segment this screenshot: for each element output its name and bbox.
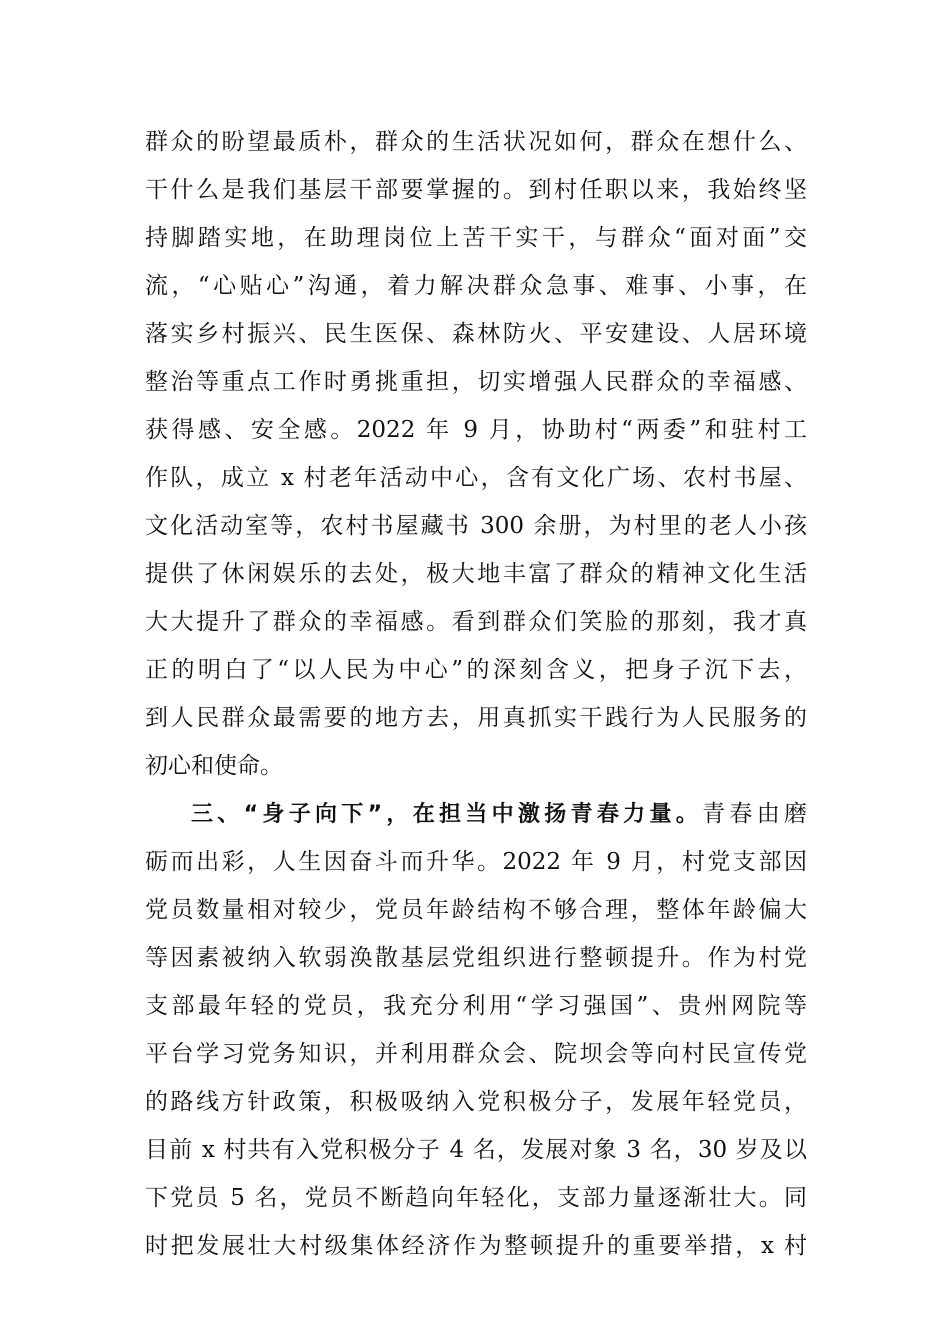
section-line: 时把发展壮大村级集体经济作为整顿提升的重要举措，x 村 xyxy=(145,1233,807,1259)
section-heading: 三、“身子向下”，在担当中激扬青春力量。 xyxy=(191,802,703,827)
paragraph-line: 整治等重点工作时勇挑重担，切实增强人民群众的幸福感、 xyxy=(145,369,807,395)
paragraph-line: 大大提升了群众的幸福感。看到群众们笑脸的那刻，我才真 xyxy=(145,609,807,635)
paragraph-line: 获得感、安全感。2022 年 9 月，协助村“两委”和驻村工 xyxy=(145,417,807,443)
section-line: 下党员 5 名，党员不断趋向年轻化，支部力量逐渐壮大。同 xyxy=(145,1185,807,1211)
section-first-line-text: 青春由磨 xyxy=(702,801,808,827)
section-line: 砺而出彩，人生因奋斗而升华。2022 年 9 月，村党支部因 xyxy=(145,849,807,875)
paragraph-line: 作队，成立 x 村老年活动中心，含有文化广场、农村书屋、 xyxy=(145,465,807,491)
paragraph-line: 群众的盼望最质朴，群众的生活状况如何，群众在想什么、 xyxy=(145,129,807,155)
paragraph-line: 初心和使命。 xyxy=(145,753,283,779)
section-line: 目前 x 村共有入党积极分子 4 名，发展对象 3 名，30 岁及以 xyxy=(145,1137,807,1163)
paragraph-line: 文化活动室等，农村书屋藏书 300 余册，为村里的老人小孩 xyxy=(145,513,807,539)
section-line: 的路线方针政策，积极吸纳入党积极分子，发展年轻党员， xyxy=(145,1089,807,1115)
section-line: 等因素被纳入软弱涣散基层党组织进行整顿提升。作为村党 xyxy=(145,945,807,971)
section-first-line xyxy=(145,790,807,838)
section-line: 平台学习党务知识，并利用群众会、院坝会等向村民宣传党 xyxy=(145,1041,807,1067)
paragraph-line: 持脚踏实地，在助理岗位上苦干实干，与群众“面对面”交 xyxy=(145,225,807,251)
paragraph-line: 流，“心贴心”沟通，着力解决群众急事、难事、小事，在 xyxy=(145,273,807,299)
paragraph-line: 干什么是我们基层干部要掌握的。到村任职以来，我始终坚 xyxy=(145,177,807,203)
document-body xyxy=(145,118,807,1270)
section-line: 党员数量相对较少，党员年龄结构不够合理，整体年龄偏大 xyxy=(145,897,807,923)
paragraph-line: 落实乡村振兴、民生医保、森林防火、平安建设、人居环境 xyxy=(145,321,807,347)
section-line: 支部最年轻的党员，我充分利用“学习强国”、贵州网院等 xyxy=(145,993,807,1019)
paragraph-line: 到人民群众最需要的地方去，用真抓实干践行为人民服务的 xyxy=(145,705,807,731)
paragraph-line: 正的明白了“以人民为中心”的深刻含义，把身子沉下去， xyxy=(145,657,807,683)
paragraph-line: 提供了休闲娱乐的去处，极大地丰富了群众的精神文化生活 xyxy=(145,561,807,587)
